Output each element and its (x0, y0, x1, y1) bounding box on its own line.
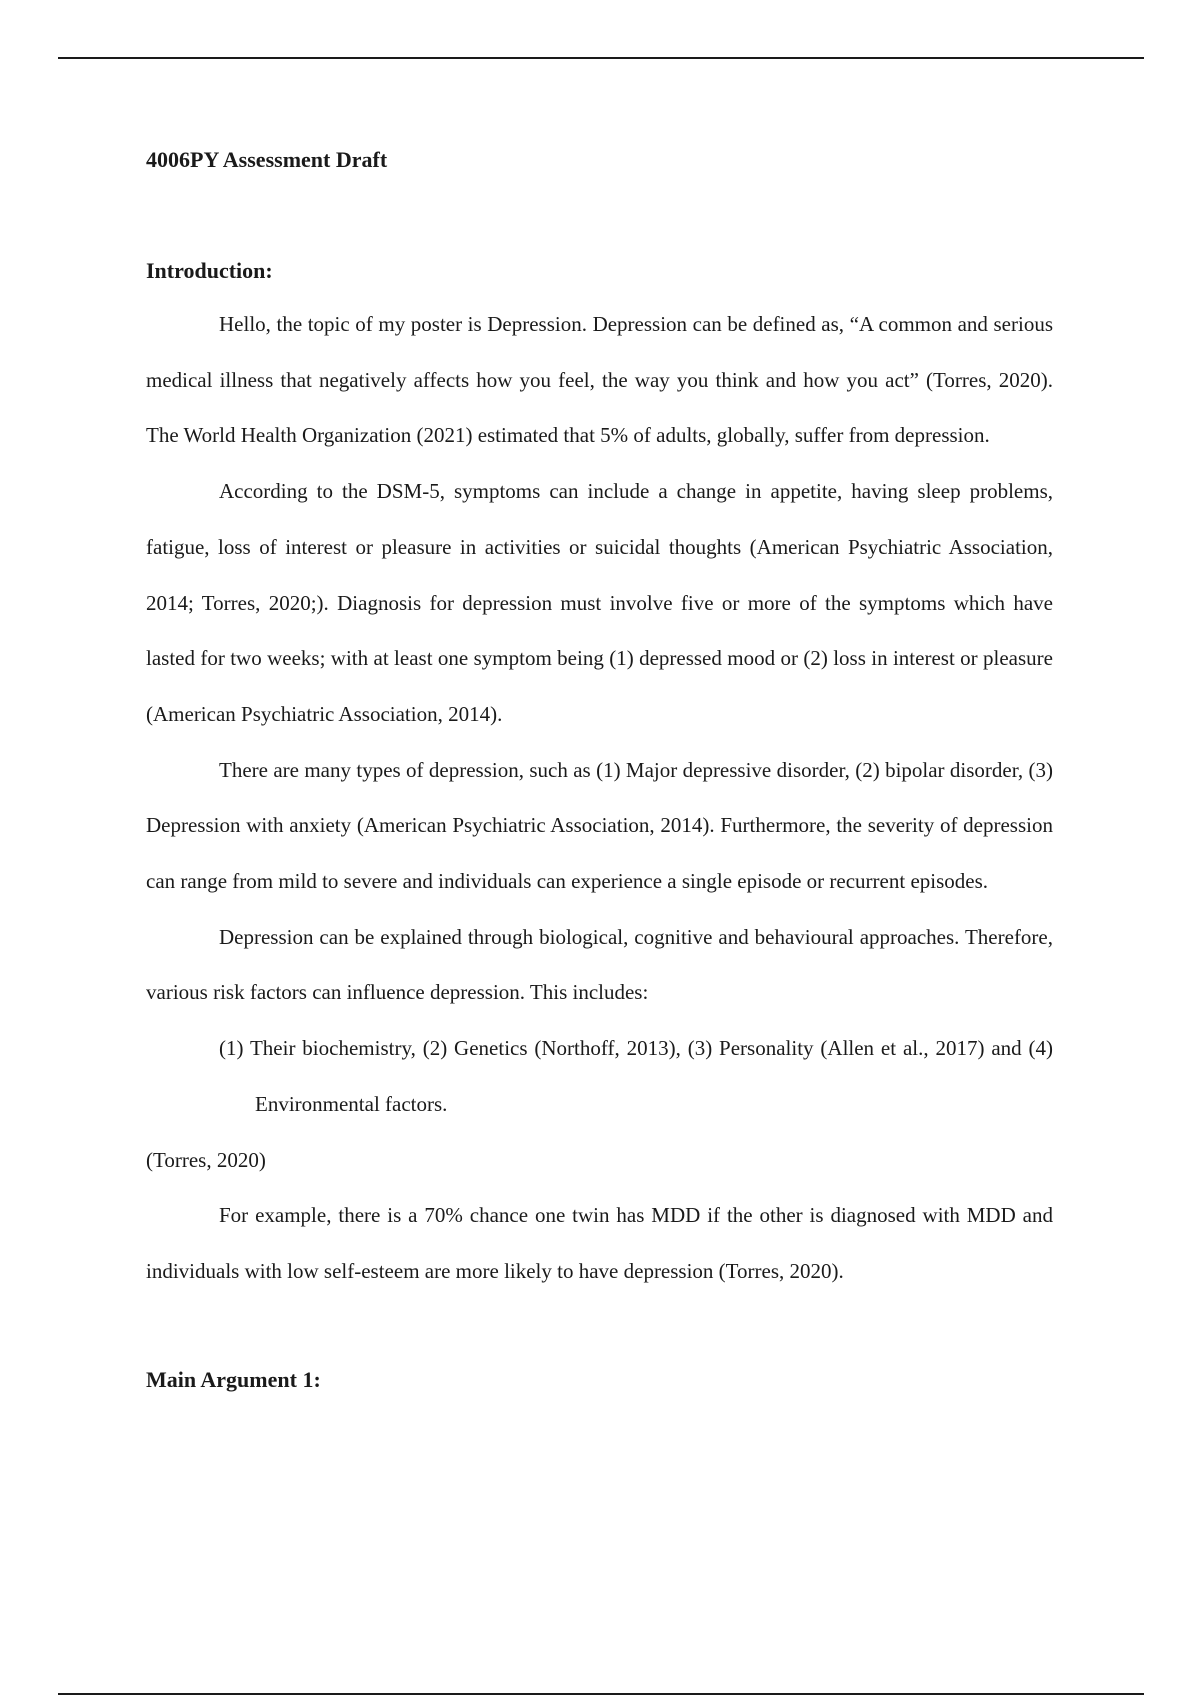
paragraph-approaches: Depression can be explained through biological, cognitive and behavioural approaches. Therefore, various risk factors can influence depression. This includes: (146, 924, 1053, 1005)
paragraph-types: There are many types of depression, such as (1) Major depressive disorder, (2) bipolar disorder, (3) Depression with anxiety (American Psychiatric Association, 2014). Furthermore, the severity of depression can range from mild to severe and individuals can experience a single episode or recurrent episodes. (146, 757, 1053, 894)
header-rule (58, 57, 1144, 59)
document-body (146, 136, 1053, 1404)
introduction-heading: Introduction: (146, 258, 273, 283)
main-argument-heading: Main Argument 1: (146, 1366, 321, 1392)
paragraph-definition: Hello, the topic of my poster is Depression. Depression can be defined as, “A common and serious medical illness that negatively affects how you feel, the way you think and how you act” (Torres, 2020). The World Health Organization (2021) estimated that 5% of adults, globally, suffer from depression. (146, 312, 1053, 448)
document-title: 4006PY Assessment Draft (146, 147, 388, 172)
paragraph-example: For example, there is a 70% chance one twin has MDD if the other is diagnosed with MDD and individuals with low self-esteem are more likely to have depression (Torres, 2020). (146, 1203, 1053, 1283)
risk-factors-list-item: (1) Their biochemistry, (2) Genetics (Northoff, 2013), (3) Personality (Allen et al., 2017) and (4) Environmental factors. (219, 1036, 1053, 1116)
paragraph-symptoms: According to the DSM-5, symptoms can include a change in appetite, having sleep problems, fatigue, loss of interest or pleasure in activities or suicidal thoughts (American Psychiatric Association, 2014; Torres, 2020;). Diagnosis for depression must involve five or more of the symptoms which have lasted for two weeks; with at least one symptom being (1) depressed mood or (2) loss in interest or pleasure (American Psychiatric Association, 2014). (146, 479, 1053, 726)
citation: (Torres, 2020) (146, 1147, 266, 1172)
footer-rule (58, 1693, 1144, 1695)
